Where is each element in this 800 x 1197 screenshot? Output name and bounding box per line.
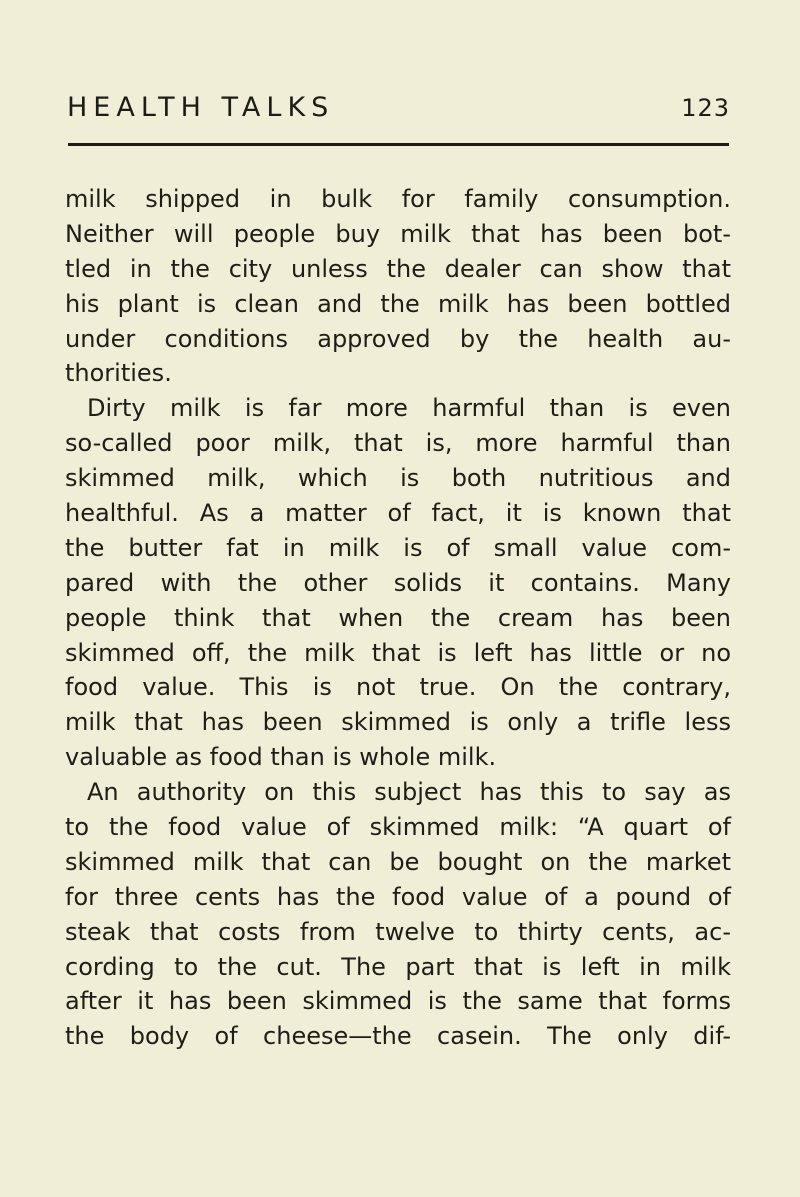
paragraph (65, 775, 731, 1054)
text-line: under conditions approved by the health au- (65, 324, 731, 353)
text-line: tled in the city unless the dealer can show that (65, 254, 731, 283)
text-line: milk that has been skimmed is only a trifle less (65, 708, 731, 737)
text-line: skimmed off, the milk that is left has little or no (65, 638, 731, 667)
text-line: his plant is clean and the milk has been bottled (65, 289, 731, 318)
text-line: so-called poor milk, that is, more harmful than (65, 429, 731, 458)
text-line: food value. This is not true. On the contrary, (65, 673, 731, 702)
text-line: pared with the other solids it contains. Many (65, 568, 731, 597)
running-title: HEALTH TALKS (67, 92, 335, 123)
text-line: cording to the cut. The part that is left in milk (65, 952, 731, 981)
paragraph (65, 391, 731, 775)
text-line: for three cents has the food value of a pound of (65, 882, 731, 911)
paragraph (65, 182, 731, 391)
text-line: milk shipped in bulk for family consumption. (65, 185, 731, 213)
text-line: to the food value of skimmed milk: “A quart of (65, 813, 731, 842)
text-line: the butter fat in milk is of small value com- (65, 533, 731, 562)
body-text (65, 182, 731, 1054)
text-line: Neither will people buy milk that has been bot- (65, 219, 731, 248)
text-line: An authority on this subject has this to say as (87, 778, 731, 807)
header-rule (68, 143, 729, 146)
text-line: valuable as food than is whole milk. (65, 743, 497, 772)
text-line: skimmed milk, which is both nutritious and (65, 464, 731, 493)
page-number: 123 (681, 94, 730, 122)
text-line: healthful. As a matter of fact, it is known that (65, 499, 731, 528)
text-line: steak that costs from twelve to thirty cents, ac- (65, 917, 731, 946)
text-line: after it has been skimmed is the same that forms (65, 987, 731, 1016)
text-line: Dirty milk is far more harmful than is even (87, 394, 731, 423)
text-line: skimmed milk that can be bought on the market (65, 847, 731, 876)
text-line: the body of cheese—the casein. The only dif- (65, 1022, 731, 1051)
running-head (67, 92, 730, 132)
text-line: people think that when the cream has been (65, 603, 731, 632)
text-line: thorities. (65, 359, 172, 388)
